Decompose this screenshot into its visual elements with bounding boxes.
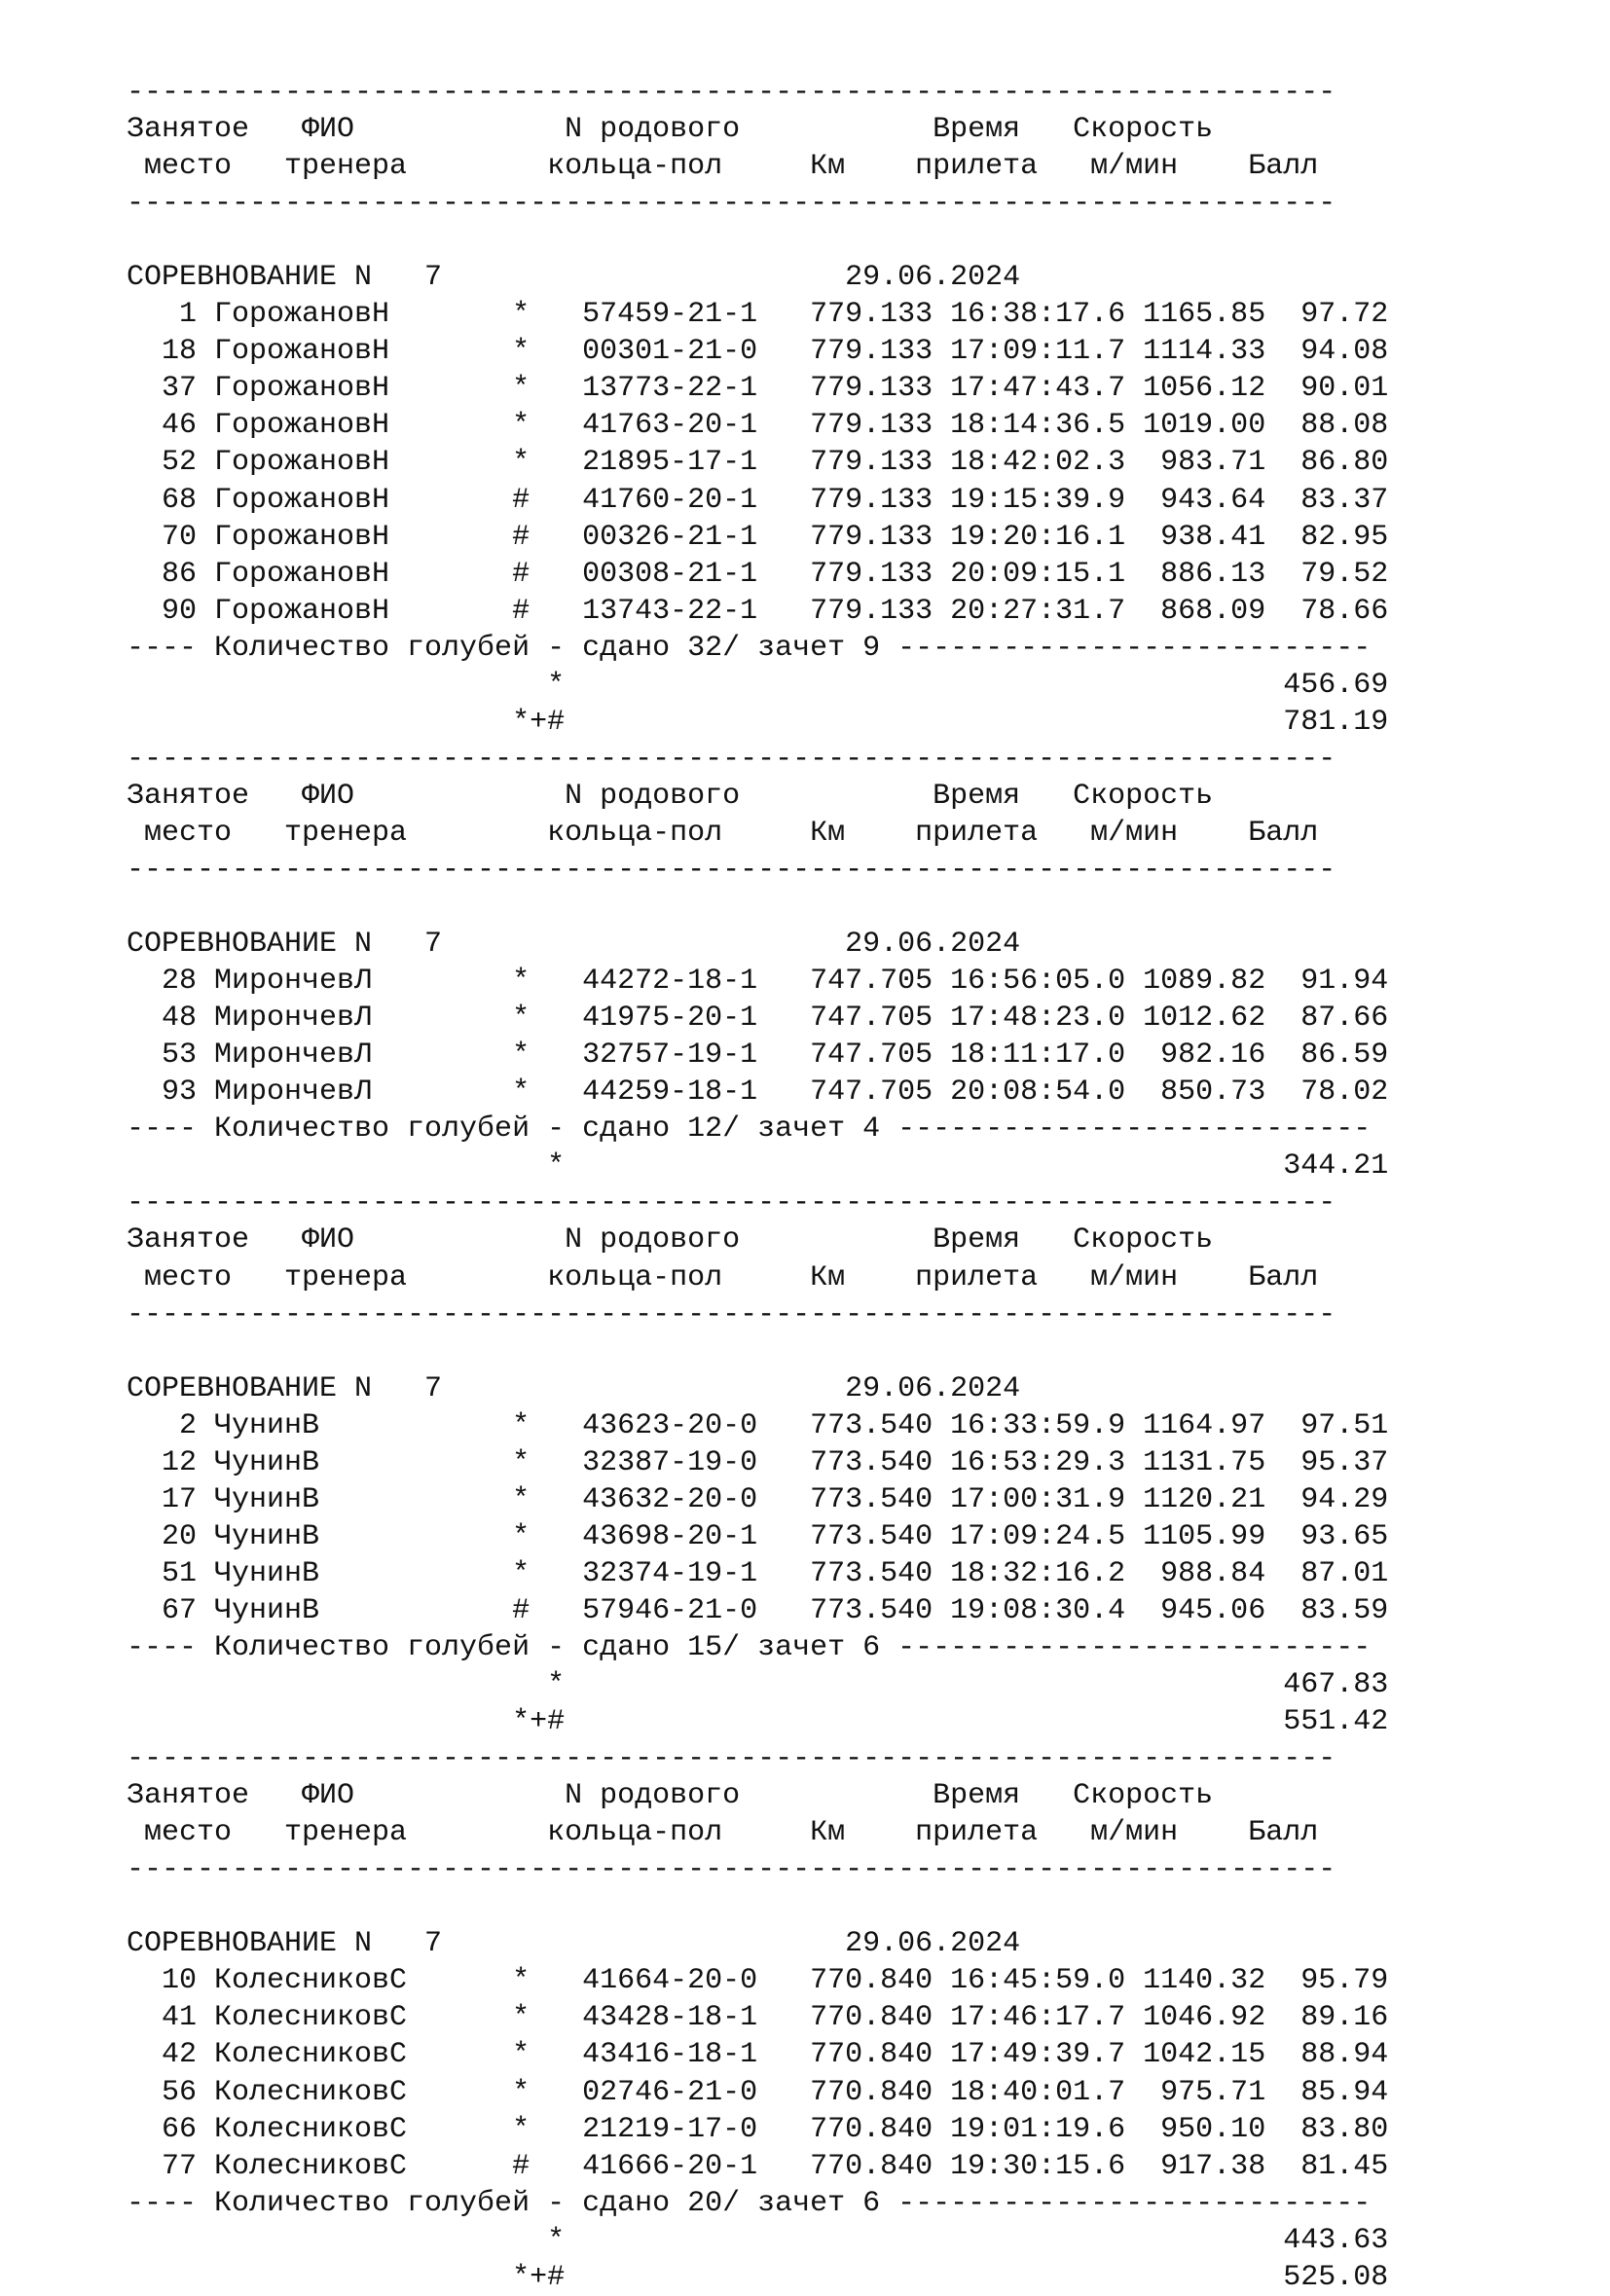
result-row: 37 ГорожановН * 13773-22-1 779.133 17:47:43.7 1056.12 90.01 (127, 372, 1389, 406)
pigeon-count-summary: ---- Количество голубей - сдано 12/ зачет 4 --------------------------- (127, 1112, 1372, 1147)
blank-line (127, 889, 1538, 926)
result-row: 70 ГорожановН # 00326-21-1 779.133 19:20:16.1 938.41 82.95 (127, 520, 1389, 554)
result-row: 68 ГорожановН # 41760-20-1 779.133 19:15:39.9 943.64 83.37 (127, 483, 1389, 517)
divider-line: --------------------------------------------------------------------- (127, 187, 1336, 221)
competition-title: СОРЕВНОВАНИЕ N 7 29.06.2024 (127, 261, 1021, 295)
blank-line (127, 1333, 1538, 1370)
competition-title: СОРЕВНОВАНИЕ N 7 29.06.2024 (127, 1371, 1021, 1405)
result-row: 93 МирончевЛ * 44259-18-1 747.705 20:08:54.0 850.73 78.02 (127, 1075, 1389, 1110)
column-header-row-1: Занятое ФИО N родового Время Скорость (127, 1223, 1301, 1257)
divider-line: --------------------------------------------------------------------- (127, 1853, 1336, 1887)
points-total: * 443.63 (127, 2223, 1389, 2257)
result-row: 42 КолесниковС * 43416-18-1 770.840 17:49:39.7 1042.15 88.94 (127, 2038, 1389, 2072)
pigeon-count-summary: ---- Количество голубей - сдано 32/ зачет 9 --------------------------- (127, 631, 1372, 665)
divider-line: --------------------------------------------------------------------- (127, 1742, 1336, 1776)
column-header-row-1: Занятое ФИО N родового Время Скорость (127, 1779, 1301, 1813)
pigeon-count-summary: ---- Количество голубей - сдано 15/ зачет 6 --------------------------- (127, 1630, 1372, 1664)
results-report (127, 74, 1538, 2296)
competition-title: СОРЕВНОВАНИЕ N 7 29.06.2024 (127, 928, 1021, 962)
result-row: 2 ЧунинВ * 43623-20-0 773.540 16:33:59.9 1164.97 97.51 (127, 1408, 1389, 1442)
column-header-row-1: Занятое ФИО N родового Время Скорость (127, 779, 1301, 813)
points-total: * 456.69 (127, 668, 1389, 702)
result-row: 1 ГорожановН * 57459-21-1 779.133 16:38:17.6 1165.85 97.72 (127, 298, 1389, 332)
divider-line: --------------------------------------------------------------------- (127, 1186, 1336, 1221)
blank-line (127, 222, 1538, 259)
result-row: 66 КолесниковС * 21219-17-0 770.840 19:01:19.6 950.10 83.80 (127, 2112, 1389, 2146)
points-total: *+# 551.42 (127, 1705, 1389, 1739)
result-row: 90 ГорожановН # 13743-22-1 779.133 20:27:31.7 868.09 78.66 (127, 594, 1389, 628)
points-total: * 467.83 (127, 1668, 1389, 1702)
result-row: 20 ЧунинВ * 43698-20-1 773.540 17:09:24.5 1105.99 93.65 (127, 1519, 1389, 1553)
column-header-row-2: место тренера кольца-пол Км прилета м/мин Балл (127, 816, 1319, 850)
result-row: 77 КолесниковС # 41666-20-1 770.840 19:30:15.6 917.38 81.45 (127, 2149, 1389, 2183)
column-header-row-2: место тренера кольца-пол Км прилета м/мин Балл (127, 1816, 1319, 1850)
competition-title: СОРЕВНОВАНИЕ N 7 29.06.2024 (127, 1927, 1021, 1961)
points-total: *+# 781.19 (127, 705, 1389, 739)
divider-line: --------------------------------------------------------------------- (127, 853, 1336, 887)
divider-line: --------------------------------------------------------------------- (127, 76, 1336, 109)
result-row: 18 ГорожановН * 00301-21-0 779.133 17:09:11.7 1114.33 94.08 (127, 335, 1389, 369)
column-header-row-2: место тренера кольца-пол Км прилета м/мин Балл (127, 150, 1319, 184)
pigeon-count-summary: ---- Количество голубей - сдано 20/ зачет 6 --------------------------- (127, 2186, 1372, 2220)
points-total: * 344.21 (127, 1149, 1389, 1184)
points-total: *+# 525.08 (127, 2260, 1389, 2294)
divider-line: --------------------------------------------------------------------- (127, 1297, 1336, 1331)
result-row: 51 ЧунинВ * 32374-19-1 773.540 18:32:16.2 988.84 87.01 (127, 1556, 1389, 1590)
result-row: 53 МирончевЛ * 32757-19-1 747.705 18:11:17.0 982.16 86.59 (127, 1039, 1389, 1073)
result-row: 28 МирончевЛ * 44272-18-1 747.705 16:56:05.0 1089.82 91.94 (127, 965, 1389, 999)
result-row: 41 КолесниковС * 43428-18-1 770.840 17:46:17.7 1046.92 89.16 (127, 2001, 1389, 2035)
blank-line (127, 1888, 1538, 1925)
result-row: 10 КолесниковС * 41664-20-0 770.840 16:45:59.0 1140.32 95.79 (127, 1964, 1389, 1998)
result-row: 48 МирончевЛ * 41975-20-1 747.705 17:48:23.0 1012.62 87.66 (127, 1002, 1389, 1036)
divider-line: --------------------------------------------------------------------- (127, 742, 1336, 776)
result-row: 86 ГорожановН # 00308-21-1 779.133 20:09:15.1 886.13 79.52 (127, 557, 1389, 591)
result-row: 56 КолесниковС * 02746-21-0 770.840 18:40:01.7 975.71 85.94 (127, 2075, 1389, 2109)
result-row: 12 ЧунинВ * 32387-19-0 773.540 16:53:29.3 1131.75 95.37 (127, 1445, 1389, 1479)
result-row: 46 ГорожановН * 41763-20-1 779.133 18:14:36.5 1019.00 88.08 (127, 409, 1389, 443)
column-header-row-2: место тренера кольца-пол Км прилета м/мин Балл (127, 1260, 1319, 1294)
column-header-row-1: Занятое ФИО N родового Время Скорость (127, 113, 1301, 147)
result-row: 52 ГорожановН * 21895-17-1 779.133 18:42:02.3 983.71 86.80 (127, 446, 1389, 480)
result-row: 67 ЧунинВ # 57946-21-0 773.540 19:08:30.4 945.06 83.59 (127, 1593, 1389, 1627)
result-row: 17 ЧунинВ * 43632-20-0 773.540 17:00:31.9 1120.21 94.29 (127, 1482, 1389, 1516)
